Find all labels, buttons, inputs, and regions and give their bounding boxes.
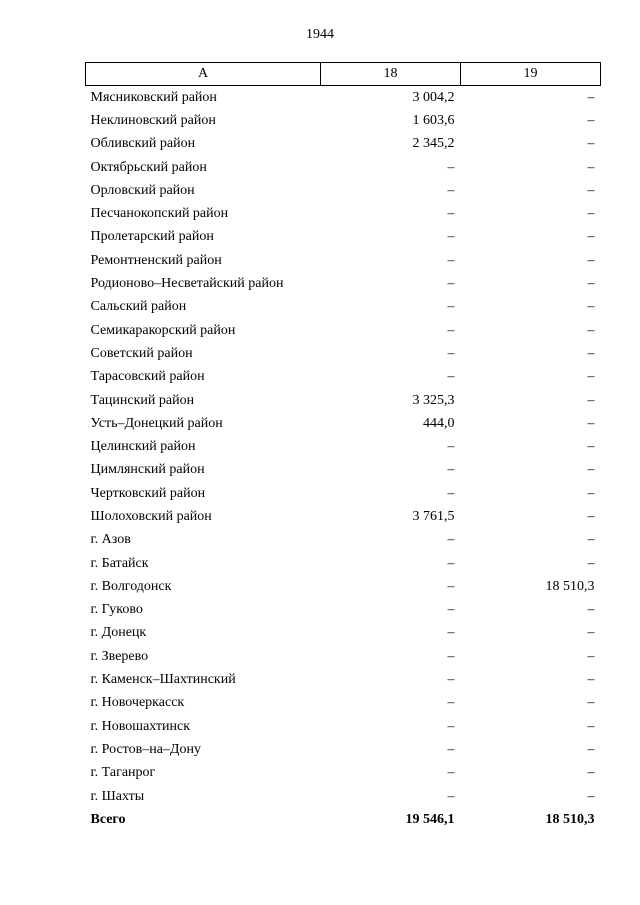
cell-value-18: – <box>447 462 455 478</box>
cell-district-name: г. Ростов–на–Дону <box>90 741 201 757</box>
cell-district-name: Неклиновский район <box>90 112 216 128</box>
cell-value-19: – <box>587 276 595 292</box>
cell-value-19: – <box>587 648 595 664</box>
cell-value-18: 1 603,6 <box>412 112 455 128</box>
total-row <box>86 808 601 831</box>
cell-value-19: – <box>587 555 595 571</box>
cell-value-19: – <box>587 345 595 361</box>
cell-value-18: – <box>447 369 455 385</box>
cell-value-18: – <box>447 299 455 315</box>
cell-value-18: – <box>447 276 455 292</box>
table-row <box>86 249 601 272</box>
cell-value-18: – <box>447 159 455 175</box>
cell-value-18: – <box>447 695 455 711</box>
table-row <box>86 412 601 435</box>
cell-value-19: – <box>587 672 595 688</box>
cell-value-18: – <box>447 206 455 222</box>
cell-district-name: г. Шахты <box>90 788 145 804</box>
cell-value-18: – <box>447 485 455 501</box>
table-row <box>86 459 601 482</box>
table-row <box>86 156 601 179</box>
cell-district-name: г. Донецк <box>90 625 147 641</box>
cell-district-name: г. Новошахтинск <box>90 718 191 734</box>
cell-district-name: г. Волгодонск <box>90 578 172 594</box>
table-row <box>86 202 601 225</box>
table-row <box>86 529 601 552</box>
cell-value-19: – <box>587 299 595 315</box>
total-value-18: 19 546,1 <box>405 811 455 827</box>
cell-value-19: – <box>587 252 595 268</box>
cell-value-18: 444,0 <box>423 415 455 431</box>
table-row <box>86 319 601 342</box>
cell-value-19: – <box>587 369 595 385</box>
cell-value-19: – <box>587 788 595 804</box>
table-row <box>86 785 601 808</box>
cell-value-18: – <box>447 625 455 641</box>
cell-value-18: 2 345,2 <box>412 136 455 152</box>
cell-value-18: – <box>447 741 455 757</box>
table-body <box>86 86 601 832</box>
table-row <box>86 342 601 365</box>
cell-value-19: – <box>587 602 595 618</box>
cell-value-19: – <box>587 206 595 222</box>
table-row <box>86 622 601 645</box>
budget-table-container <box>85 62 600 832</box>
cell-value-18: – <box>447 252 455 268</box>
table-row <box>86 715 601 738</box>
cell-value-18: – <box>447 672 455 688</box>
table-row <box>86 599 601 622</box>
cell-district-name: Тарасовский район <box>90 369 205 385</box>
cell-district-name: Родионово–Несветайский район <box>90 276 284 292</box>
cell-value-19: – <box>587 625 595 641</box>
cell-district-name: Песчанокопский район <box>90 206 229 222</box>
cell-district-name: г. Таганрог <box>90 765 156 781</box>
table-row <box>86 552 601 575</box>
cell-value-18: – <box>447 532 455 548</box>
cell-value-19: – <box>587 112 595 128</box>
header-row <box>86 63 601 86</box>
cell-value-19: – <box>587 462 595 478</box>
cell-value-18: – <box>447 648 455 664</box>
cell-value-19: – <box>587 741 595 757</box>
cell-value-19: – <box>587 508 595 524</box>
cell-value-18: – <box>447 345 455 361</box>
total-value-19: 18 510,3 <box>545 811 595 827</box>
cell-district-name: Ремонтненский район <box>90 252 222 268</box>
cell-district-name: Советский район <box>90 345 193 361</box>
cell-value-18: – <box>447 788 455 804</box>
cell-value-18: 3 325,3 <box>412 392 455 408</box>
table-row <box>86 762 601 785</box>
table-row <box>86 296 601 319</box>
header-column-a: А <box>86 63 321 86</box>
cell-value-18: – <box>447 578 455 594</box>
page-number: 1944 <box>306 27 334 42</box>
table-row <box>86 482 601 505</box>
cell-value-19: – <box>587 392 595 408</box>
cell-district-name: г. Каменск–Шахтинский <box>90 672 236 688</box>
table-row <box>86 435 601 458</box>
cell-value-19: – <box>587 159 595 175</box>
cell-value-19: – <box>587 322 595 338</box>
cell-value-18: – <box>447 182 455 198</box>
cell-value-18: 3 761,5 <box>412 508 455 524</box>
table-row <box>86 272 601 295</box>
cell-district-name: Пролетарский район <box>90 229 214 245</box>
table-row <box>86 645 601 668</box>
header-column-19: 19 <box>461 63 601 86</box>
cell-value-18: 3 004,2 <box>412 89 455 105</box>
cell-value-19: – <box>587 89 595 105</box>
budget-table <box>85 62 601 832</box>
cell-district-name: Усть–Донецкий район <box>90 415 223 431</box>
cell-district-name: г. Азов <box>90 532 131 548</box>
table-row <box>86 668 601 691</box>
cell-value-19: – <box>587 765 595 781</box>
total-label: Всего <box>90 811 126 827</box>
cell-district-name: г. Батайск <box>90 555 149 571</box>
cell-district-name: г. Зверево <box>90 648 149 664</box>
table-row <box>86 389 601 412</box>
table-row <box>86 575 601 598</box>
cell-district-name: Чертковский район <box>90 485 206 501</box>
table-row <box>86 133 601 156</box>
cell-value-18: – <box>447 718 455 734</box>
cell-value-19: – <box>587 485 595 501</box>
cell-value-18: – <box>447 602 455 618</box>
cell-district-name: Шолоховский район <box>90 508 212 524</box>
cell-district-name: Тацинский район <box>90 392 195 408</box>
cell-district-name: Цимлянский район <box>90 462 205 478</box>
cell-district-name: Мясниковский район <box>90 89 217 105</box>
cell-district-name: Семикаракорский район <box>90 322 236 338</box>
cell-value-19: – <box>587 182 595 198</box>
table-row <box>86 366 601 389</box>
table-row <box>86 738 601 761</box>
cell-district-name: Целинский район <box>90 439 196 455</box>
cell-district-name: Октябрьский район <box>90 159 207 175</box>
cell-district-name: Орловский район <box>90 182 195 198</box>
table-header <box>86 63 601 86</box>
header-column-18: 18 <box>321 63 461 86</box>
cell-district-name: г. Новочеркасск <box>90 695 185 711</box>
cell-value-18: – <box>447 439 455 455</box>
cell-district-name: г. Гуково <box>90 602 143 618</box>
table-row <box>86 109 601 132</box>
cell-value-19: – <box>587 532 595 548</box>
cell-value-18: – <box>447 229 455 245</box>
cell-value-19: – <box>587 695 595 711</box>
cell-value-19: – <box>587 439 595 455</box>
table-row <box>86 86 601 110</box>
cell-value-18: – <box>447 322 455 338</box>
cell-value-19: – <box>587 718 595 734</box>
table-row <box>86 179 601 202</box>
table-row <box>86 692 601 715</box>
cell-value-19: – <box>587 415 595 431</box>
cell-district-name: Сальский район <box>90 299 187 315</box>
cell-district-name: Обливский район <box>90 136 196 152</box>
table-row <box>86 505 601 528</box>
cell-value-19: – <box>587 136 595 152</box>
cell-value-19: 18 510,3 <box>545 578 595 594</box>
cell-value-18: – <box>447 765 455 781</box>
table-row <box>86 226 601 249</box>
cell-value-19: – <box>587 229 595 245</box>
cell-value-18: – <box>447 555 455 571</box>
